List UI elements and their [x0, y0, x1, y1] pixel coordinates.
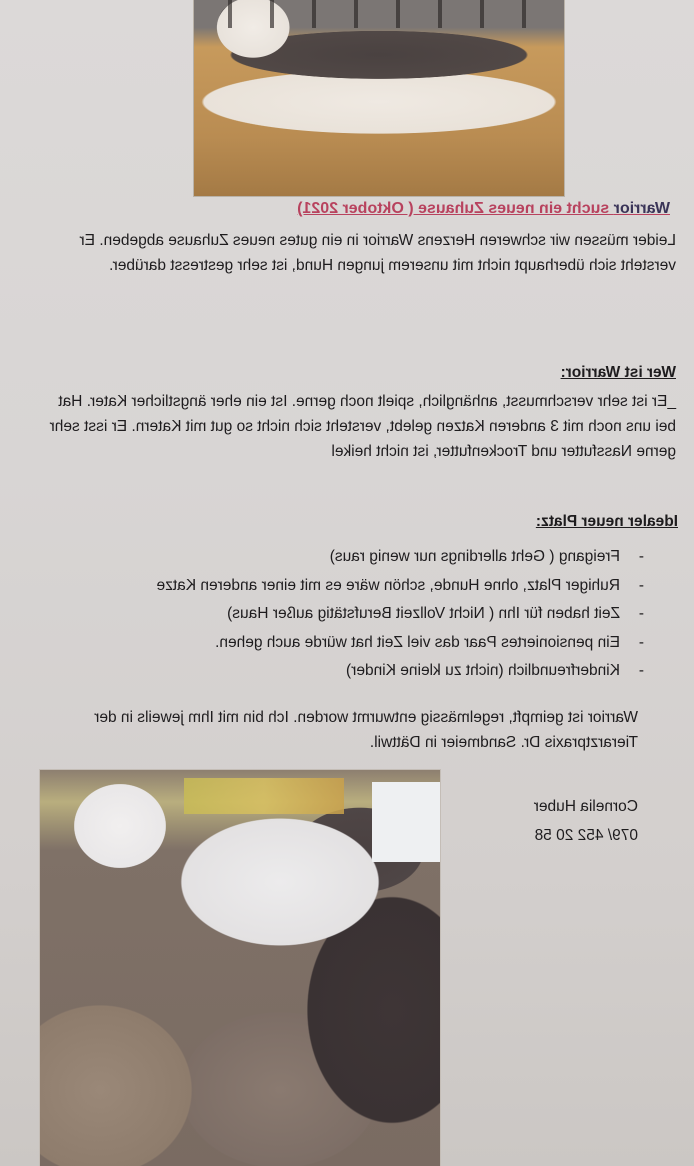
- health-paragraph: Warrior ist geimpft, regelmässig entwurmt worden. Ich bin mit Ihm jeweils in der Tierarztpraxis Dr. Sandmeier in Dättwil.: [94, 709, 638, 751]
- contact-name: Cornelia Huber: [533, 798, 638, 815]
- list-item: - Kinderfreundlich (nicht zu kleine Kinder): [156, 657, 644, 686]
- list-item: - Ruhiger Platz, ohne Hunde, schön wäre es mit einer anderen Katze: [156, 572, 644, 601]
- intro-paragraph: Leider müssen wir schweren Herzens Warrior in ein gutes neues Zuhause abgeben. Er versteht sich überhaupt nicht mit unserem jungen Hund, ist sehr gestresst darüber.: [79, 232, 676, 274]
- contact-phone: 079/ 452 20 58: [534, 827, 638, 844]
- contact-block: [534, 792, 638, 850]
- chair-bars: [194, 0, 564, 28]
- list-item: - Zeit haben für Ihn ( Nicht Vollzeit Berufstätig außer Haus): [156, 600, 644, 629]
- cat-photo-lying: [194, 0, 564, 196]
- yellow-blanket: [184, 778, 344, 814]
- flyer-title: [297, 200, 670, 218]
- title-cat-name: Warrior: [613, 200, 670, 217]
- window-light: [372, 782, 440, 862]
- ideal-home-heading: Idealer neuer Platz:: [535, 513, 678, 530]
- title-rest: sucht ein neues Zuhause ( Oktober 2021): [297, 200, 614, 217]
- ideal-home-list: [156, 543, 644, 686]
- about-heading: Wer ist Warrior:: [560, 364, 676, 381]
- list-item: - Ein pensioniertes Paar das viel Zeit hat würde auch gehen.: [156, 629, 644, 658]
- cat-photo-bed: [40, 770, 440, 1166]
- list-item: - Freigang ( Geht allerdings nur wenig raus): [156, 543, 644, 572]
- about-paragraph: _Er ist sehr verschmusst, anhänglich, spielt noch gerne. Ist ein eher ängstlicher Kater. Hat bei uns noch mit 3 anderen Katzen gelebt, versteht sich nicht so gut mit Katern. Er isst sehr gerne Nassfutter und Trockenfutter, ist nicht heikel: [49, 393, 676, 460]
